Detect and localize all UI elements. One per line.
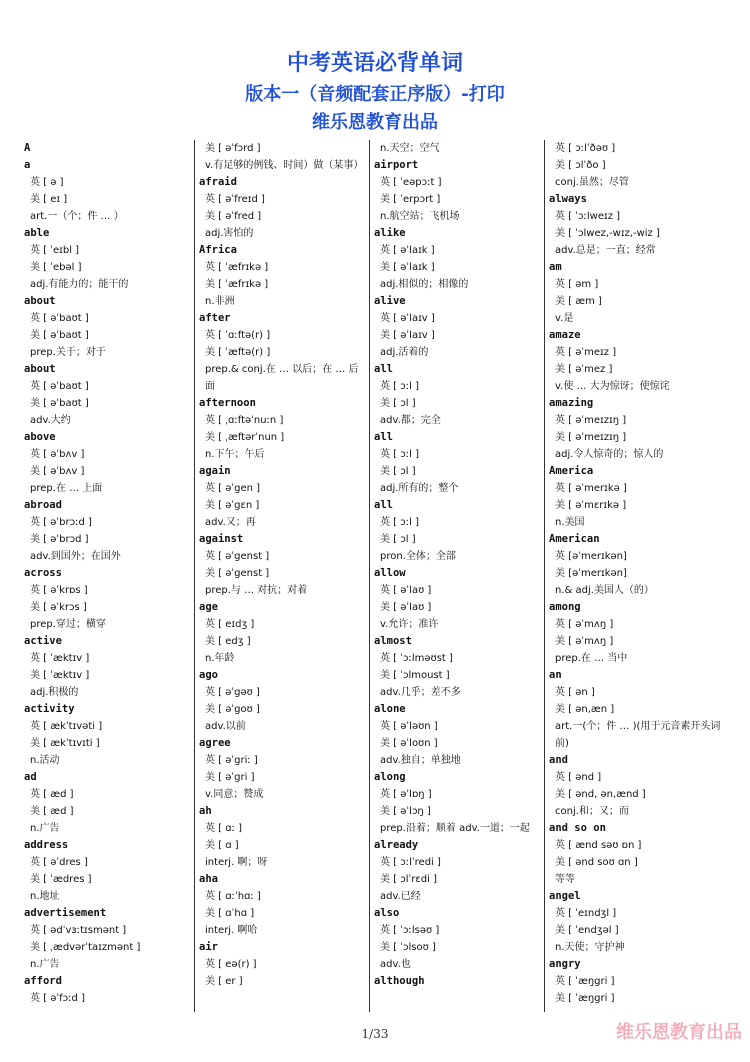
definition: adj.害怕的 (205, 228, 254, 239)
headword: alone (374, 703, 406, 715)
continued-line: n.天空；空气 (380, 143, 440, 154)
uk-phonetic: 英 [ əˈfreɪd ] (205, 194, 265, 205)
definition: art.一（个；件 … ） (30, 211, 124, 222)
definition: n.年龄 (205, 653, 235, 664)
word-entry (24, 837, 190, 905)
headword: all (374, 499, 393, 511)
uk-phonetic: 英 [ ɔːlˈredi ] (380, 857, 441, 868)
headword: a (24, 159, 31, 171)
uk-phonetic: 英 [ əˈgəʊ ] (205, 687, 260, 698)
entry-continuation (199, 157, 365, 174)
column-2 (199, 140, 365, 1012)
definition: adj.所有的；整个 (380, 483, 459, 494)
us-phonetic: 美 [ ɔl ] (380, 398, 416, 409)
column-3 (374, 140, 540, 1012)
uk-phonetic: 英 [ ɑːˈhɑː ] (205, 891, 261, 902)
us-phonetic: 美 [ ˈæftə(r) ] (205, 347, 271, 358)
us-phonetic: 美 [ ən,æn ] (555, 704, 615, 715)
headword: also (374, 907, 400, 919)
definition: interj. 啊哈 (205, 925, 258, 936)
definition: n.活动 (30, 755, 60, 766)
word-entry (549, 191, 725, 259)
headword: aha (199, 873, 218, 885)
headword: agree (199, 737, 231, 749)
entry-continuation (199, 140, 365, 157)
word-entry (374, 361, 540, 429)
word-entry (199, 939, 365, 990)
word-entry (24, 497, 190, 565)
word-entry (374, 973, 540, 990)
uk-phonetic: 英 [ ˈeɪndʒl ] (555, 908, 617, 919)
definition: adv.以前 (205, 721, 246, 732)
us-phonetic: 美 [ əˈlaɪk ] (380, 262, 435, 273)
definition: interj. 啊；呀 (205, 857, 268, 868)
definition: n.航空站；飞机场 (380, 211, 460, 222)
watermark-logo: 维乐恩教育出品 (616, 1022, 742, 1043)
us-phonetic: 美 [ ənd soʊ ɑn ] (555, 857, 638, 868)
headword: always (549, 193, 587, 205)
headword: American (549, 533, 600, 545)
headword: across (24, 567, 62, 579)
definition: conj.和；又；而 (555, 806, 629, 817)
headword: America (549, 465, 594, 477)
entry-continuation (549, 140, 725, 157)
uk-phonetic: 英 [ ɔːl ] (380, 381, 419, 392)
entry-continuation (374, 140, 540, 157)
us-phonetic: 美 [ ənd, ən,ænd ] (555, 789, 646, 800)
definition: prep.穿过；横穿 (30, 619, 106, 630)
us-phonetic: 美 [ əˈmʌŋ ] (555, 636, 614, 647)
us-phonetic: 美 [ ˈebəl ] (30, 262, 82, 273)
word-entry (199, 735, 365, 803)
word-entry (549, 667, 725, 752)
uk-phonetic: 英 [ ˈɔːlməʊst ] (380, 653, 453, 664)
headword: active (24, 635, 62, 647)
column-divider (194, 140, 195, 1012)
word-entry (374, 769, 540, 837)
headword: alive (374, 295, 406, 307)
uk-phonetic: 英 [ ədˈvɜːtɪsmənt ] (30, 925, 127, 936)
uk-phonetic: 英 [ ˈɑːftə(r) ] (205, 330, 271, 341)
us-phonetic: 美 [ əˈgoʊ ] (205, 704, 260, 715)
uk-phonetic: 英 [ ɔːl ] (380, 449, 419, 460)
us-phonetic: 美 [ ˈæktɪv ] (30, 670, 90, 681)
headword: about (24, 363, 56, 375)
uk-phonetic: 英 [ əˈdres ] (30, 857, 88, 868)
us-phonetic: 美 [ əˈgɛn ] (205, 500, 260, 511)
us-phonetic: 美 [ ˌæftərˈnun ] (205, 432, 285, 443)
column-4 (549, 140, 725, 1012)
headword: afraid (199, 176, 237, 188)
uk-phonetic: 英 [ əˈbʌv ] (30, 449, 85, 460)
uk-phonetic: 英 [ ˈeəpɔːt ] (380, 177, 442, 188)
word-entry (549, 956, 725, 1007)
us-phonetic: 美 [ əˈbaʊt ] (30, 330, 89, 341)
headword: and (549, 754, 568, 766)
headword: an (549, 669, 562, 681)
us-phonetic: 美 [ ɔl ] (380, 466, 416, 477)
uk-phonetic: 英 [ əˈləʊn ] (380, 721, 438, 732)
us-phonetic: 美 [ əˈlaɪv ] (380, 330, 435, 341)
uk-phonetic: 英 [ əˈlaɪv ] (380, 313, 435, 324)
word-entry (374, 429, 540, 497)
uk-phonetic: 英 [ əˈbrɔːd ] (30, 517, 92, 528)
us-phonetic: 美 [ ˌædvərˈtaɪzmənt ] (30, 942, 141, 953)
headword: alike (374, 227, 406, 239)
word-entry (24, 633, 190, 701)
us-phonetic: 美 [ edʒ ] (205, 636, 251, 647)
us-phonetic: 美 [ ˈædres ] (30, 874, 92, 885)
word-entry (24, 565, 190, 633)
uk-phonetic: 英 [ ˈeɪbl ] (30, 245, 80, 256)
uk-phonetic: 英 [ ækˈtɪvəti ] (30, 721, 103, 732)
headword: amaze (549, 329, 581, 341)
uk-phonetic: 英 [ əˈgen ] (205, 483, 261, 494)
headword: Africa (199, 244, 237, 256)
headword: advertisement (24, 907, 107, 919)
definition: adv.也 (380, 959, 411, 970)
definition: art.一(个；件 … )(用于元音素开头词前) (555, 721, 721, 749)
word-entry (199, 174, 365, 242)
headword: about (24, 295, 56, 307)
us-phonetic: 美 [ ɑˈhɑ ] (205, 908, 255, 919)
us-phonetic: 美 [ ˈæfrɪkə ] (205, 279, 269, 290)
headword: although (374, 975, 425, 987)
definition: n.非洲 (205, 296, 235, 307)
column-divider (369, 140, 370, 1012)
us-phonetic: 美 [ eɪ ] (30, 194, 68, 205)
definition: adj.活着的 (380, 347, 429, 358)
definition: adj.相似的；相像的 (380, 279, 469, 290)
word-entry (199, 310, 365, 395)
us-phonetic: 美 [ əˈlaʊ ] (380, 602, 432, 613)
us-phonetic: 美 [ ɑ ] (205, 840, 239, 851)
word-entry (374, 157, 540, 225)
us-phonetic: 美 [ ˈɔlmoust ] (380, 670, 450, 681)
headword: amazing (549, 397, 594, 409)
uk-phonetic: 英 [ ˈæfrɪkə ] (205, 262, 269, 273)
word-entry (374, 701, 540, 769)
headword: afternoon (199, 397, 256, 409)
uk-phonetic: 英 [ eə(r) ] (205, 959, 257, 970)
headword: angry (549, 958, 581, 970)
word-entry (199, 803, 365, 871)
headword: address (24, 839, 69, 851)
word-entry (374, 497, 540, 565)
us-phonetic: 美 [ æm ] (555, 296, 602, 307)
word-entry (199, 463, 365, 531)
entry-continuation (549, 157, 725, 174)
headword: ago (199, 669, 218, 681)
uk-phonetic: 英 [ əˈlaʊ ] (380, 585, 432, 596)
uk-phonetic: 英 [ əˈlɒŋ ] (380, 789, 432, 800)
page-title: 中考英语必背单词 (286, 51, 463, 76)
definition: v.使 … 大为惊讶；使惊诧 (555, 381, 670, 392)
word-entry (199, 242, 365, 310)
us-phonetic: 美 [ əˈfred ] (205, 211, 262, 222)
headword: above (24, 431, 56, 443)
word-entry (374, 905, 540, 973)
definition: prep.& conj.在 … 以后；在 … 后面 (205, 364, 359, 392)
page-number: 1/33 (361, 1027, 389, 1041)
uk-phonetic: 英 [ ænd səʊ ɒn ] (555, 840, 642, 851)
vocabulary-columns (0, 140, 750, 1012)
us-phonetic: 美 [ ˈendʒəl ] (555, 925, 619, 936)
us-phonetic: 美 [ əˈlɔŋ ] (380, 806, 431, 817)
word-entry (24, 157, 190, 225)
uk-phonetic: 英 [ əˈbaʊt ] (30, 313, 89, 324)
headword: am (549, 261, 562, 273)
headword: almost (374, 635, 412, 647)
headword: angel (549, 890, 581, 902)
headword: after (199, 312, 231, 324)
headword: ah (199, 805, 212, 817)
word-entry (199, 395, 365, 463)
uk-phonetic: 英 [ ɑː ] (205, 823, 243, 834)
uk-phonetic: 英 [ ən ] (555, 687, 595, 698)
headword: and so on (549, 822, 606, 834)
uk-phonetic: 英 [ əˈlaɪk ] (380, 245, 435, 256)
us-phonetic: 美 [ ækˈtɪvɪti ] (30, 738, 100, 749)
word-entry (374, 225, 540, 293)
definition: n.& adj.美国人（的） (555, 585, 654, 596)
word-entry (24, 361, 190, 429)
headword: able (24, 227, 50, 239)
word-entry (24, 769, 190, 837)
word-entry (549, 259, 725, 327)
us-phonetic: 美 [ ɔl ] (380, 534, 416, 545)
word-entry (549, 752, 725, 820)
word-entry (199, 531, 365, 599)
headword: air (199, 941, 218, 953)
headword: afford (24, 975, 62, 987)
uk-phonetic: 英 [ əˈmerɪkə ] (555, 483, 627, 494)
headword: against (199, 533, 244, 545)
headword: airport (374, 159, 419, 171)
definition: adv.已经 (380, 891, 421, 902)
us-phonetic: 美 [ əˈgenst ] (205, 568, 270, 579)
word-entry (549, 599, 725, 667)
definition: prep.沿着；顺着 adv.一道；一起 (380, 823, 530, 834)
us-phonetic: 美 [ əˈloʊn ] (380, 738, 438, 749)
us-phonetic: 美 [ əˈkrɔs ] (30, 602, 87, 613)
word-entry (24, 905, 190, 973)
definition: v.同意；赞成 (205, 789, 264, 800)
uk-phonetic: 英 [ ˈæŋgri ] (555, 976, 615, 987)
definition: adv.都；完全 (380, 415, 441, 426)
definition: n.天使；守护神 (555, 942, 625, 953)
us-phonetic: 美 [ əˈmeɪzɪŋ ] (555, 432, 627, 443)
uk-phonetic: 英 [ əˈmeɪzɪŋ ] (555, 415, 627, 426)
headword: allow (374, 567, 406, 579)
us-phonetic: 美 [əˈmerɪkən] (555, 568, 627, 579)
us-phonetic: 美 [ əˈbaʊt ] (30, 398, 89, 409)
uk-phonetic: 英 [ ˈæktɪv ] (30, 653, 90, 664)
uk-phonetic: 英 [ ˈɔːlsəʊ ] (380, 925, 440, 936)
us-phonetic: 美 [ ˈɔlsoʊ ] (380, 942, 436, 953)
uk-phonetic: 英 [ ə ] (30, 177, 64, 188)
uk-phonetic: 英 [ əˈbaʊt ] (30, 381, 89, 392)
definition: adv.独自；单独地 (380, 755, 461, 766)
continued-line: v.有足够的例钱、时间）做（某事） (205, 160, 364, 171)
word-entry (549, 888, 725, 956)
headword: abroad (24, 499, 62, 511)
word-entry (24, 973, 190, 1007)
definition: n.广告 (30, 959, 60, 970)
definition: adv.几乎；差不多 (380, 687, 461, 698)
headword: ad (24, 771, 37, 783)
us-phonetic: 美 [ əˈbʌv ] (30, 466, 85, 477)
word-entry (24, 225, 190, 293)
definition: adj.积极的 (30, 687, 79, 698)
uk-phonetic: 英 [ ɔːl ] (380, 517, 419, 528)
us-phonetic: 美 [ əˈmɛrɪkə ] (555, 500, 627, 511)
word-entry (549, 531, 725, 599)
definition: adv.又；再 (205, 517, 256, 528)
continued-line: conj.虽然；尽管 (555, 177, 629, 188)
entry-continuation (549, 174, 725, 191)
word-entry (24, 701, 190, 769)
continued-line: 美 [ əˈfɔrd ] (205, 143, 261, 154)
word-entry (549, 820, 725, 888)
headword: again (199, 465, 231, 477)
us-phonetic: 美 [ ˈæŋgri ] (555, 993, 615, 1004)
uk-phonetic: 英 [ əˈmʌŋ ] (555, 619, 614, 630)
headword: all (374, 363, 393, 375)
us-phonetic: 美 [ əˈgri ] (205, 772, 255, 783)
word-entry (374, 837, 540, 905)
continued-line: 美 [ ɔlˈðo ] (555, 160, 606, 171)
definition: 等等 (555, 874, 575, 885)
uk-phonetic: 英 [ ˈɔːlweɪz ] (555, 211, 621, 222)
word-entry (549, 395, 725, 463)
word-entry (199, 667, 365, 735)
word-entry (549, 327, 725, 395)
uk-phonetic: 英 [ əˈgriː ] (205, 755, 258, 766)
definition: n.地址 (30, 891, 60, 902)
definition: v.允许；准许 (380, 619, 439, 630)
definition: adj.令人惊奇的；惊人的 (555, 449, 664, 460)
uk-phonetic: 英 [ ˌɑːftəˈnuːn ] (205, 415, 284, 426)
definition: adv.大约 (30, 415, 71, 426)
uk-phonetic: 英 [ əˈfɔːd ] (30, 993, 85, 1004)
headword: age (199, 601, 218, 613)
definition: n.广告 (30, 823, 60, 834)
us-phonetic: 美 [ ˈɔlwez,-wɪz,-wiz ] (555, 228, 660, 239)
definition: adv.总是；一直；经常 (555, 245, 656, 256)
definition: adj.有能力的；能干的 (30, 279, 129, 290)
publisher-line: 维乐恩教育出品 (312, 112, 438, 133)
headword: A (24, 142, 31, 154)
word-entry (374, 633, 540, 701)
definition: prep.与 … 对抗；对着 (205, 585, 308, 596)
uk-phonetic: 英 [ eɪdʒ ] (205, 619, 255, 630)
us-phonetic: 美 [ æd ] (30, 806, 74, 817)
us-phonetic: 美 [ əˈmez ] (555, 364, 613, 375)
continued-line: 英 [ ɔːlˈðəʊ ] (555, 143, 616, 154)
uk-phonetic: 英 [ əˈgenst ] (205, 551, 270, 562)
uk-phonetic: 英 [əˈmerɪkən] (555, 551, 627, 562)
definition: prep.在 … 上面 (30, 483, 103, 494)
definition: pron.全体；全部 (380, 551, 456, 562)
definition: n.美国 (555, 517, 585, 528)
word-entry (24, 429, 190, 497)
headword: activity (24, 703, 75, 715)
definition: v.是 (555, 313, 574, 324)
us-phonetic: 美 [ er ] (205, 976, 243, 987)
column-divider (544, 140, 545, 1012)
us-phonetic: 美 [ ˈerpɔrt ] (380, 194, 441, 205)
word-entry (374, 565, 540, 633)
definition: prep.关于；对于 (30, 347, 106, 358)
word-entry (24, 140, 190, 157)
column-1 (24, 140, 190, 1012)
headword: among (549, 601, 581, 613)
us-phonetic: 美 [ ɔlˈrɛdi ] (380, 874, 438, 885)
definition: adv.到国外；在国外 (30, 551, 121, 562)
uk-phonetic: 英 [ əm ] (555, 279, 599, 290)
word-entry (199, 871, 365, 939)
page-subtitle: 版本一（音频配套正序版）-打印 (245, 84, 505, 105)
definition: n.下午；午后 (205, 449, 265, 460)
uk-phonetic: 英 [ æd ] (30, 789, 74, 800)
headword: all (374, 431, 393, 443)
word-entry (199, 599, 365, 667)
word-entry (549, 463, 725, 531)
word-entry (374, 293, 540, 361)
definition: prep.在 … 当中 (555, 653, 628, 664)
headword: along (374, 771, 406, 783)
us-phonetic: 美 [ əˈbrɔd ] (30, 534, 89, 545)
uk-phonetic: 英 [ əˈmeɪz ] (555, 347, 617, 358)
uk-phonetic: 英 [ ənd ] (555, 772, 602, 783)
uk-phonetic: 英 [ əˈkrɒs ] (30, 585, 88, 596)
headword: already (374, 839, 419, 851)
word-entry (24, 293, 190, 361)
